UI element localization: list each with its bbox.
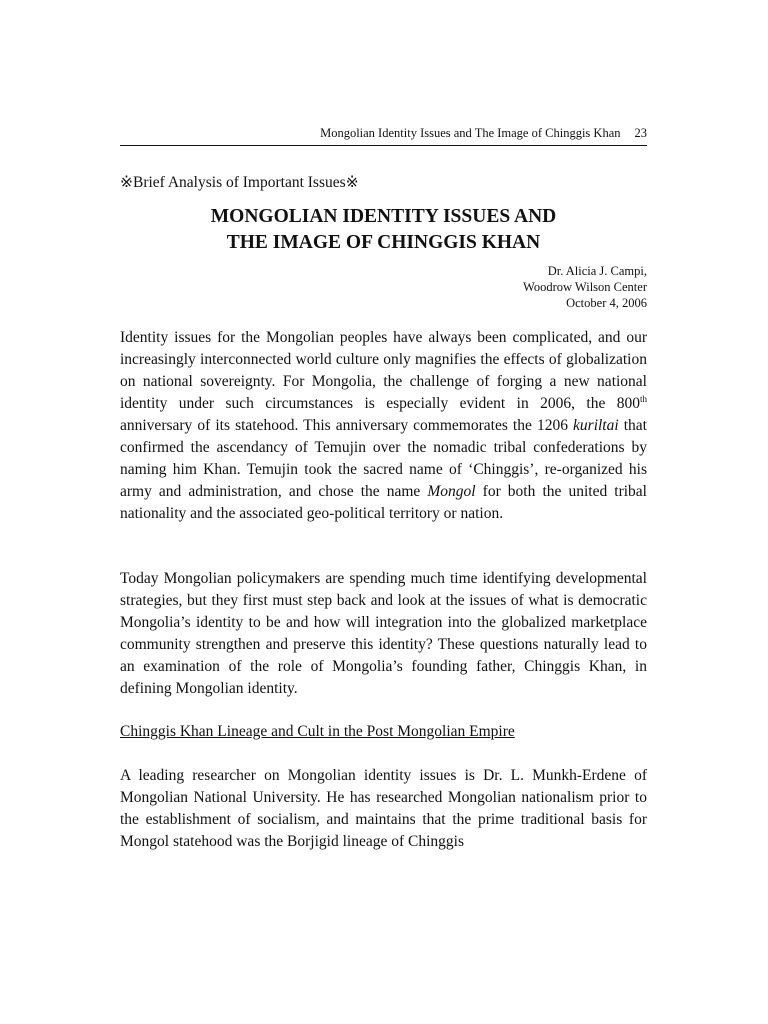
page-number: 23	[634, 126, 647, 140]
section-label: ※Brief Analysis of Important Issues※	[120, 174, 359, 191]
title-line-2: THE IMAGE OF CHINGGIS KHAN	[226, 232, 541, 253]
kuriltai-term: kuriltai	[573, 417, 619, 434]
running-header	[120, 125, 647, 141]
author-affiliation: Woodrow Wilson Center	[523, 280, 647, 294]
article-date: October 4, 2006	[566, 296, 647, 310]
paragraph-3: A leading researcher on Mongolian identity issues is Dr. L. Munkh-Erdene of Mongolian National University. He has researched Mongolian nationalism prior to the establishment of socialism, and maintains that the prime traditional basis for Mongol statehood was the Borjigid lineage of Chinggis	[120, 767, 647, 850]
paragraph-1-text-b: anniversary of its statehood. This anniversary commemorates the 1206	[120, 417, 574, 434]
paragraph-1-text-a: Identity issues for the Mongolian peoples have always been complicated, and our increasingly interconnected world culture only magnifies the effects of globalization on national sovereignty. For Mongolia, the challenge of forging a new national identity under such circumstances is especially evident in 2006, the 800	[120, 329, 647, 412]
section-subheading: Chinggis Khan Lineage and Cult in the Post Mongolian Empire	[120, 723, 515, 740]
header-rule	[120, 145, 647, 146]
paragraph-1-text-c: that confirmed the ascendancy of Temujin over the nomadic tribal confederations by naming him Khan. Temujin took the sacred name of ‘Chinggis’, re-organized his army and administration, and chose the name	[120, 417, 647, 500]
running-title: Mongolian Identity Issues and The Image of Chinggis Khan	[320, 126, 621, 140]
byline	[360, 263, 647, 311]
article-title	[120, 204, 647, 256]
author-name: Dr. Alicia J. Campi,	[547, 264, 647, 278]
title-line-1: MONGOLIAN IDENTITY ISSUES AND	[210, 206, 557, 227]
paragraph-1	[120, 327, 647, 525]
ordinal-superscript: th	[639, 394, 647, 404]
mongol-term: Mongol	[427, 483, 476, 500]
paragraph-2: Today Mongolian policymakers are spending much time identifying developmental strategies, but they first must step back and look at the issues of what is democratic Mongolia’s identity to be and how will integration into the globalized marketplace community strengthen and preserve this identity? These questions naturally lead to an examination of the role of Mongolia’s founding father, Chinggis Khan, in defining Mongolian identity.	[120, 570, 647, 697]
paragraph-1-text-d: for both the united tribal nationality and the associated geo-political territory or nation.	[120, 483, 647, 522]
